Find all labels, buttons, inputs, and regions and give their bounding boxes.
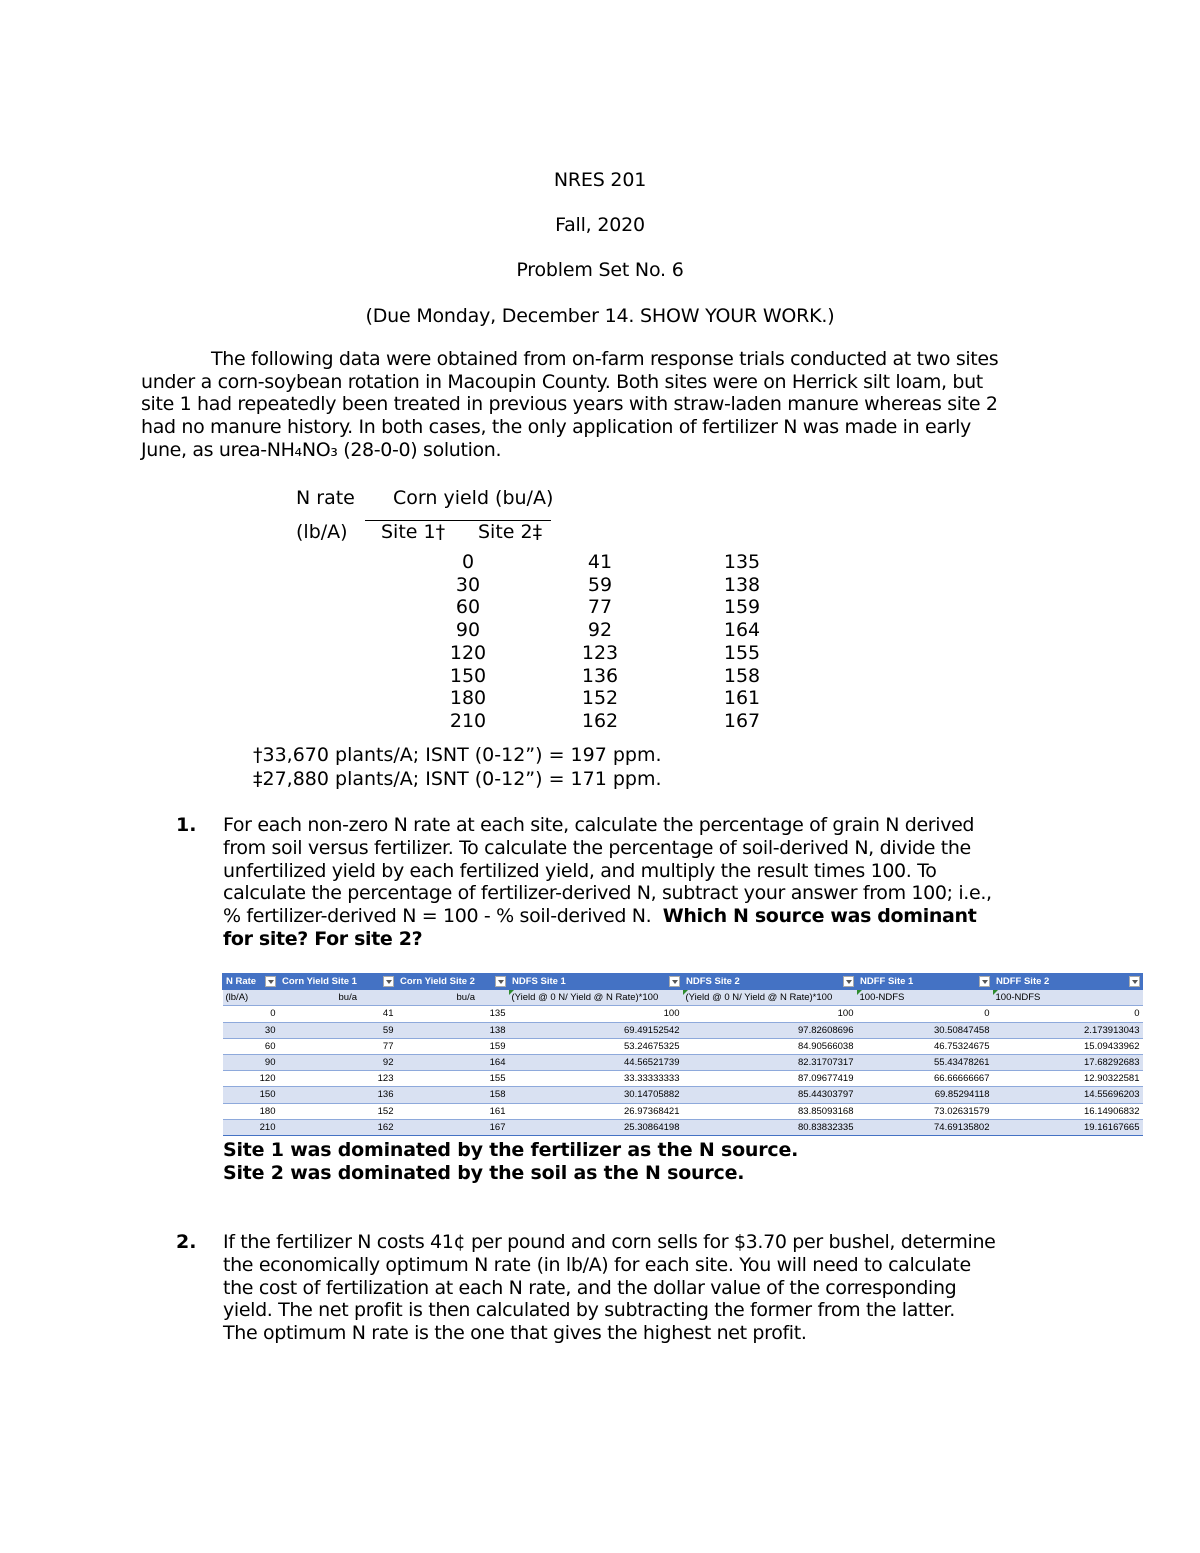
excel-data-cell: 155 — [397, 1071, 509, 1087]
excel-unit-cell: 100-NDFS — [993, 990, 1143, 1006]
excel-data-row — [223, 1103, 1143, 1119]
site2-yield-cell: 138 — [723, 573, 761, 596]
excel-data-cell: 15.09433962 — [993, 1038, 1143, 1054]
excel-data-cell: 16.14906832 — [993, 1103, 1143, 1119]
intro-line: June, as urea-NH₄NO₃ (28-0-0) solution. — [141, 438, 502, 461]
excel-data-cell: 2.173913043 — [993, 1022, 1143, 1038]
excel-header-label: Corn Yield Site 1 — [282, 976, 357, 988]
intro-line: The following data were obtained from on-farm response trials conducted at two sites — [211, 348, 999, 370]
excel-data-cell: 0 — [857, 1006, 993, 1022]
excel-data-cell: 161 — [397, 1103, 509, 1119]
filter-dropdown-icon[interactable] — [669, 976, 680, 987]
q1-question: for site? For site 2? — [223, 927, 423, 950]
site1-yield-cell: 123 — [581, 641, 619, 664]
filter-dropdown-icon[interactable] — [979, 976, 990, 987]
excel-data-cell: 14.55696203 — [993, 1087, 1143, 1103]
excel-unit-cell: 100-NDFS — [857, 990, 993, 1006]
q2-line: yield. The net profit is then calculated by subtracting the former from the latter. — [223, 1299, 955, 1322]
excel-header-cell[interactable] — [223, 974, 279, 990]
n-rate-cell: 30 — [455, 573, 481, 596]
intro-line: under a corn-soybean rotation in Macoupin County. Both sites were on Herrick silt loam, but — [141, 370, 983, 393]
excel-data-cell: 69.85294118 — [857, 1087, 993, 1103]
excel-data-cell: 26.97368421 — [509, 1103, 683, 1119]
due-date: (Due Monday, December 14. SHOW YOUR WORK.) — [365, 305, 835, 327]
site2-yield-cell: 161 — [723, 687, 761, 710]
site1-yield-cell: 162 — [581, 709, 619, 732]
excel-data-cell: 59 — [279, 1022, 397, 1038]
term: Fall, 2020 — [555, 214, 645, 236]
filter-dropdown-icon[interactable] — [383, 976, 394, 987]
excel-data-cell: 12.90322581 — [993, 1071, 1143, 1087]
excel-data-cell: 167 — [397, 1119, 509, 1135]
excel-data-cell: 30 — [223, 1022, 279, 1038]
excel-data-cell: 158 — [397, 1087, 509, 1103]
excel-unit-cell: (Yield @ 0 N/ Yield @ N Rate)*100 — [683, 990, 857, 1006]
excel-data-cell: 73.02631579 — [857, 1103, 993, 1119]
excel-data-cell: 210 — [223, 1119, 279, 1135]
excel-data-cell: 17.68292683 — [993, 1054, 1143, 1070]
n-rate-cell: 150 — [449, 664, 487, 687]
q2-line: If the fertilizer N costs 41¢ per pound and corn sells for $3.70 per bushel, determine — [223, 1231, 996, 1253]
intro-line: site 1 had repeatedly been treated in previous years with straw-laden manure whereas site 2 — [141, 393, 998, 416]
excel-data-cell: 152 — [279, 1103, 397, 1119]
excel-data-cell: 66.66666667 — [857, 1071, 993, 1087]
excel-data-cell: 123 — [279, 1071, 397, 1087]
excel-unit-cell: (Yield @ 0 N/ Yield @ N Rate)*100 — [509, 990, 683, 1006]
question-2-number: 2. — [176, 1231, 197, 1253]
q2-line: The optimum N rate is the one that gives the highest net profit. — [223, 1322, 807, 1345]
excel-unit-cell: (lb/A) — [223, 990, 279, 1006]
site1-yield-cell: 41 — [587, 551, 613, 573]
n-rate-unit: (lb/A) — [296, 521, 348, 543]
n-rate-cell: 90 — [455, 619, 481, 642]
excel-data-cell: 77 — [279, 1038, 397, 1054]
excel-unit-cell: bu/a — [397, 990, 509, 1006]
site1-yield-cell: 136 — [581, 664, 619, 687]
excel-data-row — [223, 1071, 1143, 1087]
excel-header-label: NDFF Site 1 — [860, 976, 914, 988]
excel-data-cell: 162 — [279, 1119, 397, 1135]
excel-header-cell[interactable] — [683, 974, 857, 990]
n-rate-cell: 120 — [449, 641, 487, 664]
excel-data-row — [223, 1087, 1143, 1103]
problem-set-title: Problem Set No. 6 — [516, 259, 684, 281]
filter-dropdown-icon[interactable] — [265, 976, 276, 987]
site2-yield-cell: 167 — [723, 709, 761, 732]
site2-yield-cell: 159 — [723, 596, 761, 619]
excel-header-label: NDFF Site 2 — [996, 976, 1050, 988]
excel-data-cell: 120 — [223, 1071, 279, 1087]
n-rate-cell: 210 — [449, 709, 487, 732]
excel-data-cell: 85.44303797 — [683, 1087, 857, 1103]
excel-data-row — [223, 1006, 1143, 1022]
excel-data-cell: 92 — [279, 1054, 397, 1070]
excel-data-cell: 135 — [397, 1006, 509, 1022]
excel-data-cell: 138 — [397, 1022, 509, 1038]
excel-data-cell: 44.56521739 — [509, 1054, 683, 1070]
excel-table — [222, 973, 1143, 1136]
q1-line: from soil versus fertilizer. To calculate the percentage of soil-derived N, divide the — [223, 836, 971, 859]
excel-data-cell: 87.09677419 — [683, 1071, 857, 1087]
site1-yield-cell: 59 — [587, 573, 613, 596]
course-title: NRES 201 — [553, 169, 647, 191]
excel-data-cell: 74.69135802 — [857, 1119, 993, 1135]
excel-data-cell: 136 — [279, 1087, 397, 1103]
q1-question: Which N source was dominant — [662, 905, 977, 928]
excel-data-row — [223, 1054, 1143, 1070]
q1-line: For each non-zero N rate at each site, calculate the percentage of grain N derived — [223, 814, 975, 836]
excel-data-cell: 180 — [223, 1103, 279, 1119]
n-rate-cell: 180 — [449, 687, 487, 710]
n-rate-header: N rate — [296, 487, 355, 509]
excel-data-cell: 60 — [223, 1038, 279, 1054]
excel-header-label: NDFS Site 2 — [686, 976, 740, 988]
corn-yield-header: Corn yield (bu/A) — [393, 487, 554, 509]
q2-line: the cost of fertilization at each N rate, and the dollar value of the corresponding — [223, 1276, 957, 1299]
excel-header-cell[interactable] — [397, 974, 509, 990]
excel-data-cell: 0 — [223, 1006, 279, 1022]
excel-header-label: N Rate — [226, 976, 257, 988]
footnote-site2: ‡27,880 plants/A; ISNT (0-12”) = 171 ppm. — [253, 768, 662, 790]
excel-units-row — [223, 990, 1143, 1006]
header-underline — [365, 520, 551, 521]
excel-header-cell[interactable] — [993, 974, 1143, 990]
filter-dropdown-icon[interactable] — [1129, 976, 1140, 987]
excel-data-cell: 53.24675325 — [509, 1038, 683, 1054]
excel-data-cell: 30.50847458 — [857, 1022, 993, 1038]
n-rate-cell: 60 — [455, 596, 481, 619]
site2-yield-cell: 158 — [723, 664, 761, 687]
site2-yield-cell: 164 — [723, 619, 761, 642]
excel-data-cell: 69.49152542 — [509, 1022, 683, 1038]
excel-data-cell: 150 — [223, 1087, 279, 1103]
excel-data-cell: 30.14705882 — [509, 1087, 683, 1103]
excel-data-cell: 84.90566038 — [683, 1038, 857, 1054]
n-rate-cell: 0 — [461, 551, 475, 573]
q1-line: % fertilizer-derived N = 100 - % soil-derived N. — [223, 905, 663, 928]
intro-paragraph — [141, 348, 1071, 462]
question-2-text — [223, 1231, 1073, 1345]
excel-header-cell[interactable] — [279, 974, 397, 990]
excel-data-cell: 25.30864198 — [509, 1119, 683, 1135]
excel-unit-cell: bu/a — [279, 990, 397, 1006]
excel-header-cell[interactable] — [509, 974, 683, 990]
excel-data-cell: 100 — [509, 1006, 683, 1022]
excel-data-cell: 97.82608696 — [683, 1022, 857, 1038]
excel-data-cell: 0 — [993, 1006, 1143, 1022]
excel-data-cell: 55.43478261 — [857, 1054, 993, 1070]
q1-line: calculate the percentage of fertilizer-derived N, subtract your answer from 100; i.e., — [223, 882, 992, 905]
excel-data-cell: 100 — [683, 1006, 857, 1022]
answer-site2: Site 2 was dominated by the soil as the N source. — [223, 1162, 745, 1184]
excel-data-cell: 164 — [397, 1054, 509, 1070]
site1-yield-cell: 152 — [581, 687, 619, 710]
site1-yield-cell: 92 — [587, 619, 613, 642]
excel-data-row — [223, 1119, 1143, 1135]
excel-header-label: Corn Yield Site 2 — [400, 976, 475, 988]
filter-dropdown-icon[interactable] — [495, 976, 506, 987]
excel-data-cell: 80.83832335 — [683, 1119, 857, 1135]
excel-data-cell: 90 — [223, 1054, 279, 1070]
excel-data-row — [223, 1022, 1143, 1038]
site2-yield-cell: 155 — [723, 641, 761, 664]
site2-yield-cell: 135 — [723, 551, 761, 573]
filter-dropdown-icon[interactable] — [843, 976, 854, 987]
q1-line: unfertilized yield by each fertilized yield, and multiply the result times 100. To — [223, 859, 937, 882]
excel-data-cell: 41 — [279, 1006, 397, 1022]
excel-data-cell: 19.16167665 — [993, 1119, 1143, 1135]
excel-data-row — [223, 1038, 1143, 1054]
excel-data-cell: 159 — [397, 1038, 509, 1054]
excel-data-cell: 46.75324675 — [857, 1038, 993, 1054]
site1-header: Site 1† — [381, 521, 446, 543]
excel-data-cell: 82.31707317 — [683, 1054, 857, 1070]
excel-data-cell: 33.33333333 — [509, 1071, 683, 1087]
question-1-text — [223, 814, 1073, 951]
site2-header: Site 2‡ — [478, 521, 543, 543]
excel-header-cell[interactable] — [857, 974, 993, 990]
question-1-number: 1. — [176, 814, 197, 836]
site1-yield-cell: 77 — [587, 596, 613, 619]
answer-site1: Site 1 was dominated by the fertilizer as the N source. — [223, 1139, 799, 1161]
excel-header-label: NDFS Site 1 — [512, 976, 566, 988]
excel-data-cell: 83.85093168 — [683, 1103, 857, 1119]
intro-line: had no manure history. In both cases, the only application of fertilizer N was made in early — [141, 416, 971, 439]
q2-line: the economically optimum N rate (in lb/A) for each site. You will need to calculate — [223, 1253, 971, 1276]
footnote-site1: †33,670 plants/A; ISNT (0-12”) = 197 ppm. — [253, 744, 662, 766]
